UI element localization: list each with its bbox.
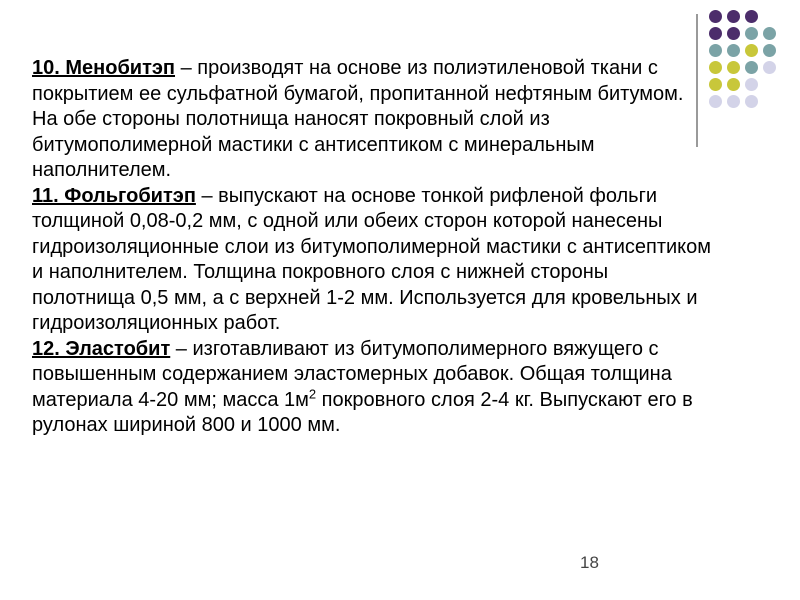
decorative-dot-teal bbox=[745, 27, 758, 40]
decorative-dot-empty bbox=[763, 95, 776, 108]
decorative-dot-purple bbox=[709, 10, 722, 23]
decorative-dot-lavender bbox=[763, 61, 776, 74]
decorative-dot-olive bbox=[727, 78, 740, 91]
term-elastobit: 12. Эластобит bbox=[32, 337, 171, 360]
decorative-dot-lavender bbox=[745, 78, 758, 91]
decorative-dot-grid bbox=[709, 10, 777, 109]
decorative-dot-empty bbox=[763, 78, 776, 91]
decorative-dot-olive bbox=[745, 44, 758, 57]
description-elastobit-part1: – изготавливают из битумополимерного вяжущего с повышенным содержанием эластомерных добавок. Общая толщина материала 4-20 мм; масса 1м bbox=[32, 337, 672, 411]
description-elastobit-part2: покровного слоя 2-4 кг. Выпускают его в рулонах шириной 800 и 1000 мм. bbox=[32, 388, 693, 436]
decorative-dot-olive bbox=[727, 61, 740, 74]
decorative-dot-lavender bbox=[745, 95, 758, 108]
decorative-dot-purple bbox=[745, 10, 758, 23]
decorative-dot-purple bbox=[709, 27, 722, 40]
decorative-dot-teal bbox=[763, 27, 776, 40]
decorative-dot-teal bbox=[745, 61, 758, 74]
paragraph-folgobitep bbox=[32, 184, 712, 337]
decorative-dot-purple bbox=[727, 10, 740, 23]
term-menobitep: 10. Менобитэп bbox=[32, 57, 176, 79]
description-menobitep: – производят на основе из полиэтиленовой ткани с покрытием ее сульфатной бумагой, пропитанной нефтяным битумом. На обе стороны полотнища наносят покровный слой из битумополимерной мастики с антисептиком с минеральным наполнителем. bbox=[32, 57, 684, 181]
decorative-dot-teal bbox=[763, 44, 776, 57]
superscript-square: 2 bbox=[308, 385, 317, 401]
decorative-dot-purple bbox=[727, 27, 740, 40]
decorative-dot-teal bbox=[727, 44, 740, 57]
page-number: 18 bbox=[580, 553, 599, 572]
paragraph-elastobit bbox=[32, 337, 712, 439]
decorative-dot-lavender bbox=[727, 95, 740, 108]
description-folgobitep: – выпускают на основе тонкой рифленой фольги толщиной 0,08-0,2 мм, с одной или обеих сторон которой нанесены гидроизоляционные слои из битумополимерной мастики с антисептиком и наполнителем. Толщина покровного слоя с нижней стороны полотнища 0,5 мм, а с верхней 1-2 мм. Используется для кровельных и гидроизоляционных работ. bbox=[32, 184, 712, 334]
slide-body bbox=[32, 56, 712, 439]
decorative-dot-empty bbox=[763, 10, 776, 23]
term-folgobitep: 11. Фольгобитэп bbox=[32, 184, 196, 207]
paragraph-menobitep bbox=[32, 56, 712, 184]
